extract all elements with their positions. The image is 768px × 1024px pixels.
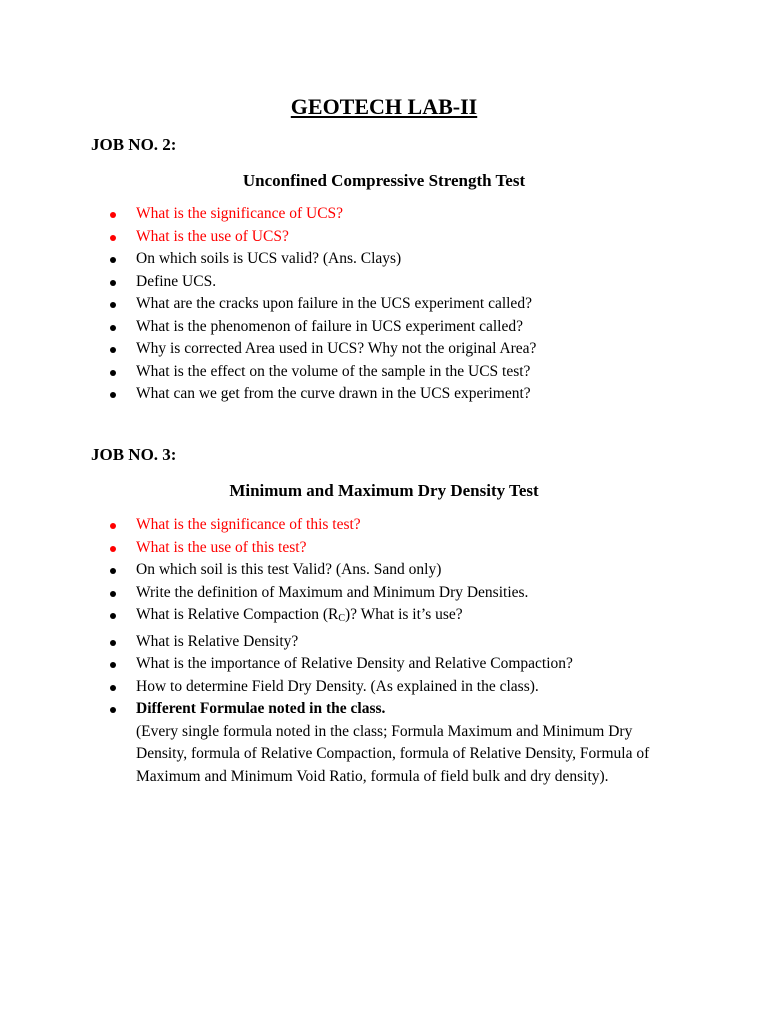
question-text: How to determine Field Dry Density. (As explained in the class). [136, 677, 539, 695]
list-item [0, 383, 676, 406]
list-item [0, 653, 676, 676]
job-3-test-title: Minimum and Maximum Dry Density Test [229, 481, 539, 500]
job-3-heading: JOB NO. 3: [91, 445, 177, 464]
bullet-icon [110, 347, 116, 353]
list-item [0, 559, 676, 582]
question-text: What are the cracks upon failure in the UCS experiment called? [136, 295, 532, 312]
list-item [0, 631, 676, 654]
bullet-icon [110, 707, 116, 713]
formulae-heading: Different Formulae noted in the class. [136, 700, 386, 717]
bullet-icon [110, 212, 116, 218]
bullet-icon [110, 392, 116, 398]
question-text: On which soils is UCS valid? (Ans. Clays) [136, 250, 402, 267]
bullet-icon [110, 523, 116, 529]
question-text: Why is corrected Area used in UCS? Why not the original Area? [136, 340, 537, 357]
list-item [0, 293, 676, 316]
rc-question-before: What is Relative Compaction (R [136, 606, 339, 623]
bullet-icon [110, 662, 116, 668]
question-text: What is the use of this test? [136, 538, 307, 556]
list-item [0, 226, 676, 249]
job-2-test-title: Unconfined Compressive Strength Test [242, 171, 526, 190]
list-item [0, 316, 676, 339]
question-text: What is the effect on the volume of the sample in the UCS test? [136, 362, 531, 380]
bullet-icon [110, 235, 116, 241]
bullet-icon [110, 302, 116, 308]
bullet-icon [110, 280, 116, 286]
list-item [0, 338, 676, 361]
question-text: On which soil is this test Valid? (Ans. Sand only) [136, 561, 442, 578]
list-item [0, 698, 676, 788]
question-text: What is Relative Density? [136, 632, 299, 650]
list-item [0, 514, 676, 537]
question-text: What is the use of UCS? [136, 227, 289, 245]
list-item [0, 361, 676, 384]
bullet-icon [110, 370, 116, 376]
question-text: What is the phenomenon of failure in UCS experiment called? [136, 317, 523, 335]
list-item [0, 248, 676, 271]
bullet-icon [110, 325, 116, 331]
question-text: Define UCS. [136, 272, 217, 290]
bullet-icon [110, 613, 116, 619]
list-item [0, 537, 676, 560]
question-text: Write the definition of Maximum and Minimum Dry Densities. [136, 583, 529, 601]
list-item [0, 203, 676, 226]
job-2-question-list [0, 203, 676, 406]
list-item [0, 582, 676, 605]
document-title: GEOTECH LAB-II [290, 94, 478, 119]
bullet-icon [110, 685, 116, 691]
job-3-question-list [0, 514, 676, 788]
list-item [0, 271, 676, 294]
question-text: What can we get from the curve drawn in the UCS experiment? [136, 385, 531, 402]
bullet-icon [110, 568, 116, 574]
rc-subscript: C [338, 613, 345, 624]
list-item [0, 604, 676, 631]
question-text: What is the significance of UCS? [136, 205, 344, 222]
formulae-note: (Every single formula noted in the class; Formula Maximum and Minimum Dry Density, formula of Relative Compaction, formula of Relative Density, Formula of Maximum and Minimum Void Ratio, formula of field bulk and dry density). [136, 722, 650, 785]
bullet-icon [110, 640, 116, 646]
list-item [0, 676, 676, 699]
rc-question-after: )? What is it’s use? [345, 606, 463, 623]
question-text: What is the importance of Relative Density and Relative Compaction? [136, 655, 573, 672]
bullet-icon [110, 257, 116, 263]
job-2-heading: JOB NO. 2: [91, 135, 177, 154]
bullet-icon [110, 546, 116, 552]
bullet-icon [110, 591, 116, 597]
question-text: What is the significance of this test? [136, 516, 361, 533]
